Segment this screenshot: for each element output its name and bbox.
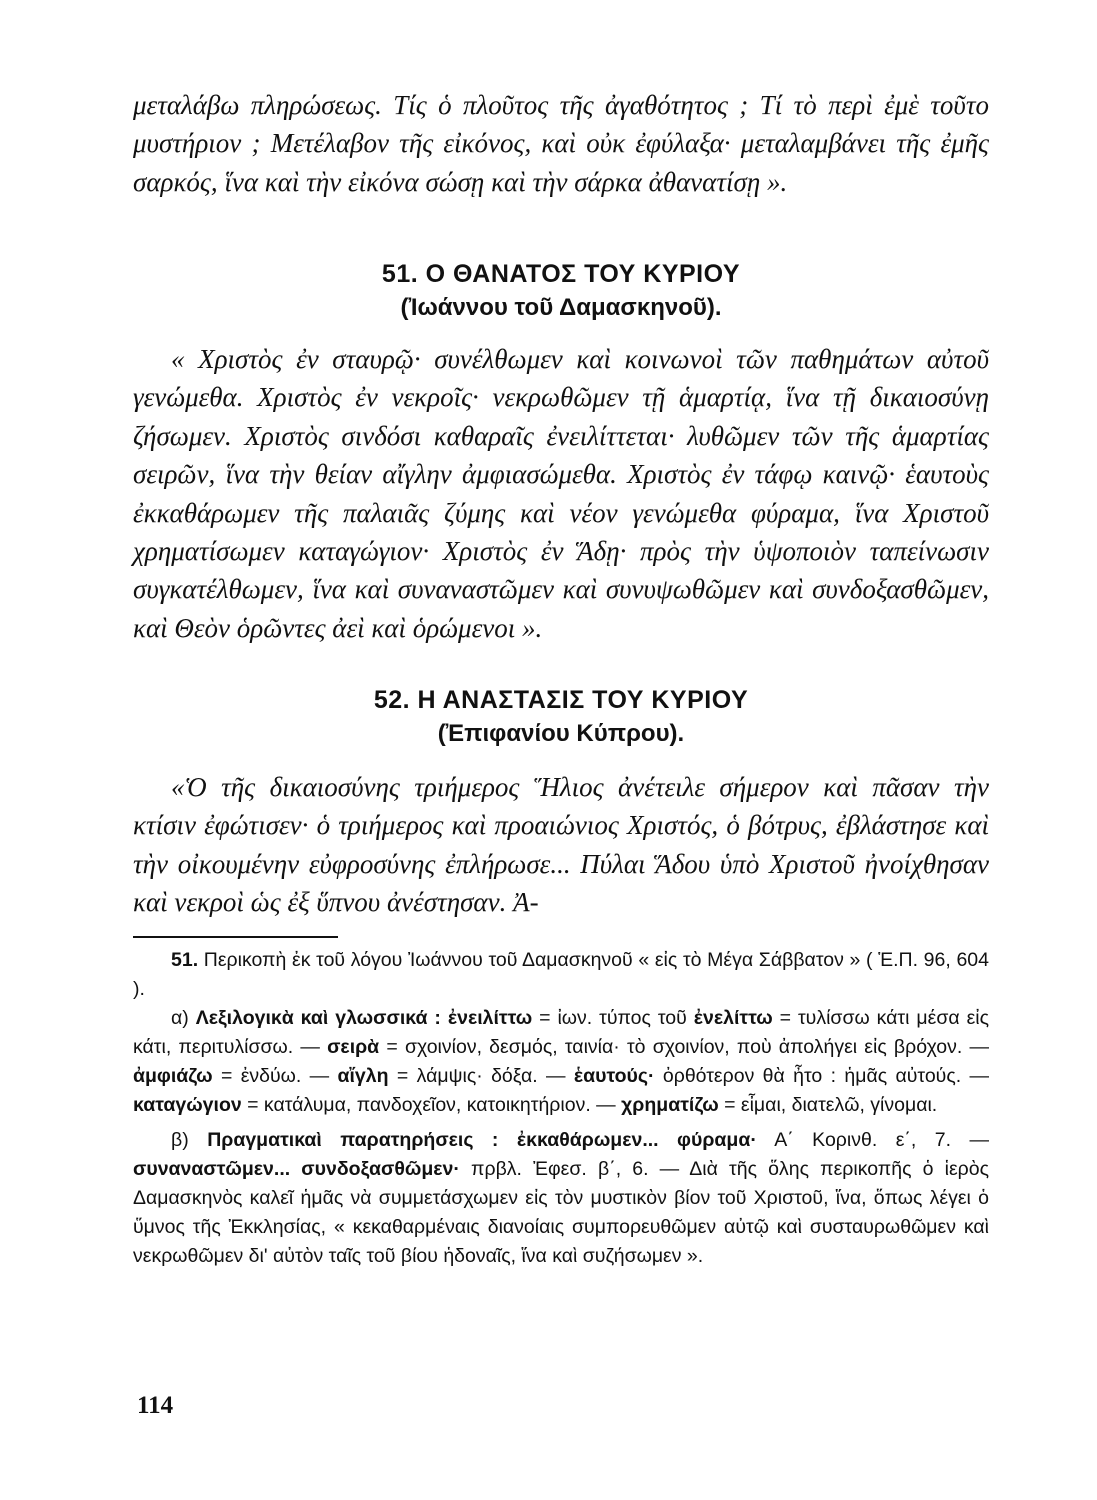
commentary: πρβλ. Ἐφεσ. β΄, 6. — Διὰ τῆς ὅλης περικοπῆς ὁ ἱερὸς Δαμασκηνὸς καλεῖ ἡμᾶς νὰ συμμετάσχωμεν εἰς τὸν μυστικὸν βίον τοῦ Χριστοῦ, ἵνα, ὅπως λέγει ὁ ὕμνος τῆς Ἐκκλησίας, « κεκαθαρμέναις διανοίαις συμπορευθῶμεν αὐτῷ καὶ συσταυρωθῶμεν καὶ νεκρωθῶμεν δι' αὐτὸν ταῖς τοῦ βίου ἡδοναῖς, ἵνα καὶ συζήσωμεν ». [133,1158,989,1267]
page-number: 114 [137,1392,174,1419]
term: συναναστῶμεν... συνδοξασθῶμεν· [133,1158,460,1180]
reference: Α΄ Κορινθ. ε΄, 7. — [756,1129,989,1151]
section-52-title: 52. Η ΑΝΑΣΤΑΣΙΣ ΤΟΥ ΚΥΡΙΟΥ [373,686,749,714]
definition: = τυλίσσω κάτι μέσα εἰς κάτι, περιτυλίσσω. — [133,1007,989,1058]
footnote-divider [133,936,338,938]
definition: = κατάλυμα, πανδοχεῖον, κατοικητήριον. — [241,1094,622,1116]
term: χρηματίζω [621,1094,719,1116]
term: ἐκκαθάρωμεν... φύραμα· [516,1129,757,1151]
term: ἐνελίττω [693,1007,773,1029]
factual-label: β) [171,1129,189,1151]
term: ἐνειλίττω [447,1007,533,1029]
term: καταγώγιον [133,1094,242,1116]
footnote-source [133,946,989,1004]
term: αἴγλη [337,1065,389,1087]
definition: ὀρθότερον θὰ ἦτο : ἡμᾶς αὐτούς. — [654,1065,989,1087]
lexical-label: α) [171,1007,189,1029]
intro-paragraph: μεταλάβω πληρώσεως. Τίς ὁ πλοῦτος τῆς ἀγαθότητος ; Τί τὸ περὶ ἐμὲ τοῦτο μυστήριον ; Μετέλαβον τῆς εἰκόνος, καὶ οὐκ ἐφύλαξα· μεταλαμβάνει τῆς ἐμῆς σαρκός, ἵνα καὶ τὴν εἰκόνα σώσῃ καὶ τὴν σάρκα ἀθανατίσῃ ». [133,90,989,197]
footnote-number: 51. [171,949,199,971]
term: σειρὰ [327,1036,380,1058]
section-51-text: « Χριστὸς ἐν σταυρῷ· συνέλθωμεν καὶ κοινωνοὶ τῶν παθημάτων αὐτοῦ γενώμεθα. Χριστὸς ἐν νεκροῖς· νεκρωθῶμεν τῇ ἁμαρτίᾳ, ἵνα τῇ δικαιοσύνῃ ζήσωμεν. Χριστὸς σινδόσι καθαραῖς ἐνειλίττεται· λυθῶμεν τῶν τῆς ἁμαρτίας σειρῶν, ἵνα τὴν θείαν αἴγλην ἀμφιασώμεθα. Χριστὸς ἐν τάφῳ καινῷ· ἑαυτοὺς ἐκκαθάρωμεν τῆς παλαιᾶς ζύμης καὶ νέον γενώμεθα φύραμα, ἵνα Χριστοῦ χρηματίσωμεν καταγώγιον· Χριστὸς ἐν Ἅδῃ· πρὸς τὴν ὑψοποιὸν ταπείνωσιν συγκατέλθωμεν, ἵνα καὶ συναναστῶμεν καὶ συνυψωθῶμεν καὶ συνδοξασθῶμεν, καὶ Θεὸν ὁρῶντες ἀεὶ καὶ ὁρώμενοι ». [133,344,989,643]
section-51-subtitle: (Ἰωάννου τοῦ Δαμασκηνοῦ). [400,294,722,321]
section-52-subtitle: (Ἐπιφανίου Κύπρου). [437,720,685,747]
footnote-lexical [133,1004,989,1120]
definition: = ἐνδύω. — [212,1065,338,1087]
footnote-source-text: Περικοπὴ ἐκ τοῦ λόγου Ἰωάννου τοῦ Δαμασκηνοῦ « εἰς τὸ Μέγα Σάββατον » ( Ἑ.Π. 96, 604 ). [133,949,989,1000]
section-52-text: «Ὁ τῆς δικαιοσύνης τριήμερος Ἥλιος ἀνέτειλε σήμερον καὶ πᾶσαν τὴν κτίσιν ἐφώτισεν· ὁ τριήμερος καὶ προαιώνιος Χριστός, ὁ βότρυς, ἐβλάστησε καὶ τὴν οἰκουμένην εὐφροσύνης ἐπλήρωσε... Πύλαι Ἅδου ὑπὸ Χριστοῦ ἠνοίχθησαν καὶ νεκροὶ ὡς ἐξ ὕπνου ἀνέστησαν. Ἀ- [133,772,989,918]
section-51-title: 51. Ο ΘΑΝΑΤΟΣ ΤΟΥ ΚΥΡΙΟΥ [381,260,741,288]
footnote [133,946,989,1271]
factual-title: Πραγματικαὶ παρατηρήσεις : [207,1129,499,1151]
definition: = λάμψις· δόξα. — [388,1065,574,1087]
lexical-title: Λεξιλογικὰ καὶ γλωσσικά : [195,1007,441,1029]
definition: = εἶμαι, διατελῶ, γίνομαι. [718,1094,938,1116]
definition: = σχοινίον, δεσμός, ταινία· τὸ σχοινίον, ποὺ ἀπολήγει εἰς βρόχον. — [379,1036,989,1058]
footnote-factual [133,1126,989,1271]
term: ἀμφιάζω [133,1065,213,1087]
definition: = ἰων. τύπος τοῦ [532,1007,694,1029]
term: ἑαυτούς· [573,1065,655,1087]
